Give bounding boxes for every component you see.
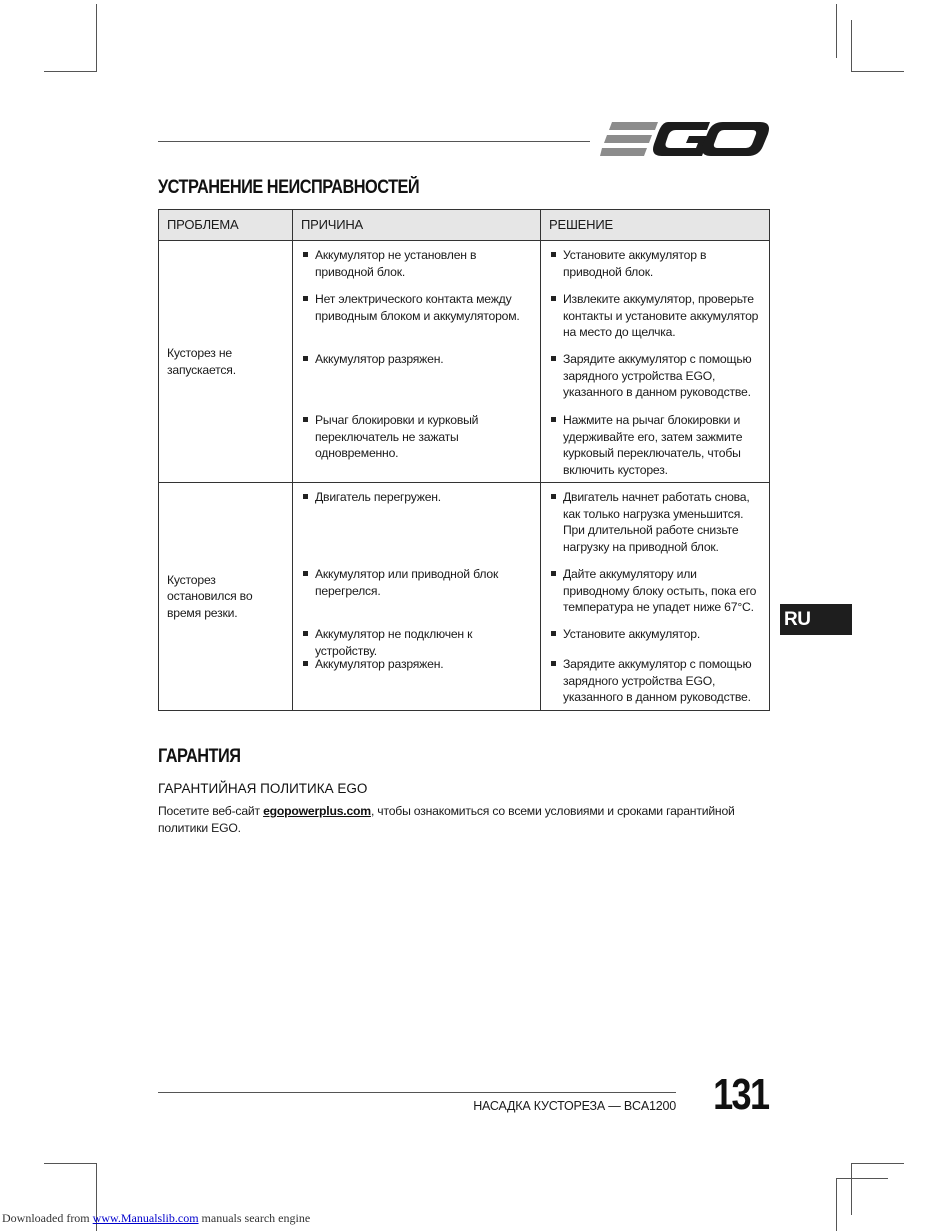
crop-mark [851, 71, 904, 72]
problem-cell: Кусторез остановился во время резки. [159, 483, 293, 711]
cause-cell [293, 241, 541, 483]
cause-item: Рычаг блокировки и курковый переключатель не зажаты одновременно. [301, 412, 532, 462]
crop-mark [836, 1179, 837, 1231]
download-suffix: manuals search engine [198, 1211, 311, 1225]
troubleshooting-table [158, 209, 770, 711]
ego-logo [600, 118, 770, 160]
problem-cell: Кусторез не запускается. [159, 241, 293, 483]
solution-item: Зарядите аккумулятор с помощью зарядного устройства EGO, указанного в данном руководстве. [549, 351, 761, 412]
cause-item: Аккумулятор или приводной блок перегрелся. [301, 566, 532, 626]
warranty-subtitle: ГАРАНТИЙНАЯ ПОЛИТИКА EGO [158, 781, 368, 796]
cause-item: Аккумулятор не установлен в приводной блок. [301, 247, 532, 291]
solution-cell [541, 483, 770, 711]
solution-cell [541, 241, 770, 483]
table-header-row [159, 210, 770, 241]
warranty-text-after: , чтобы ознакомиться со всеми условиями и сроками гарантийной политики EGO. [158, 804, 735, 835]
table-row [159, 483, 770, 711]
download-prefix: Downloaded from [2, 1211, 93, 1225]
warranty-website-link[interactable]: egopowerplus.com [263, 804, 371, 818]
solution-item: Двигатель начнет работать снова, как только нагрузка уменьшится. При длительной работе снизьте нагрузку на приводной блок. [549, 489, 761, 566]
page-number: 131 [712, 1070, 768, 1119]
solution-item: Установите аккумулятор. [549, 626, 761, 656]
table-row [159, 241, 770, 483]
warranty-text-before: Посетите веб-сайт [158, 804, 264, 818]
solution-item: Извлеките аккумулятор, проверьте контакты и установите аккумулятор на место до щелчка. [549, 291, 761, 351]
solution-item: Нажмите на рычаг блокировки и удерживайте его, затем зажмите курковый переключатель, чтобы включить кусторез. [549, 412, 761, 478]
solution-item: Установите аккумулятор в приводной блок. [549, 247, 761, 291]
troubleshooting-title: УСТРАНЕНИЕ НЕИСПРАВНОСТЕЙ [158, 177, 420, 198]
crop-mark [851, 20, 852, 72]
manualslib-link[interactable]: www.Manualslib.com [92, 1211, 199, 1225]
cause-cell [293, 483, 541, 711]
cause-item: Аккумулятор разряжен. [301, 656, 532, 673]
crop-mark [96, 4, 97, 72]
cause-item: Двигатель перегружен. [301, 489, 532, 566]
header-rule [158, 141, 590, 142]
crop-mark [44, 1163, 96, 1164]
column-header-problem: ПРОБЛЕМА [159, 210, 293, 241]
footer-product-name: НАСАДКА КУСТОРЕЗА — BCA1200 [473, 1099, 676, 1113]
cause-item: Нет электрического контакта между приводным блоком и аккумулятором. [301, 291, 532, 351]
cause-item: Аккумулятор разряжен. [301, 351, 532, 412]
download-note [2, 1211, 310, 1226]
warranty-title: ГАРАНТИЯ [158, 746, 241, 767]
warranty-paragraph [158, 803, 770, 836]
solution-item: Зарядите аккумулятор с помощью зарядного устройства EGO, указанного в данном руководстве. [549, 656, 761, 706]
solution-item: Дайте аккумулятору или приводному блоку остыть, пока его температура не упадет ниже 67°C. [549, 566, 761, 626]
crop-mark [44, 71, 96, 72]
column-header-solution: РЕШЕНИЕ [541, 210, 770, 241]
crop-mark [836, 4, 837, 58]
column-header-cause: ПРИЧИНА [293, 210, 541, 241]
footer-rule [158, 1092, 676, 1093]
language-tab: RU [780, 604, 852, 635]
cause-item: Аккумулятор не подключен к устройству. [301, 626, 532, 656]
crop-mark [836, 1178, 888, 1179]
crop-mark [851, 1163, 904, 1164]
crop-mark [851, 1163, 852, 1215]
